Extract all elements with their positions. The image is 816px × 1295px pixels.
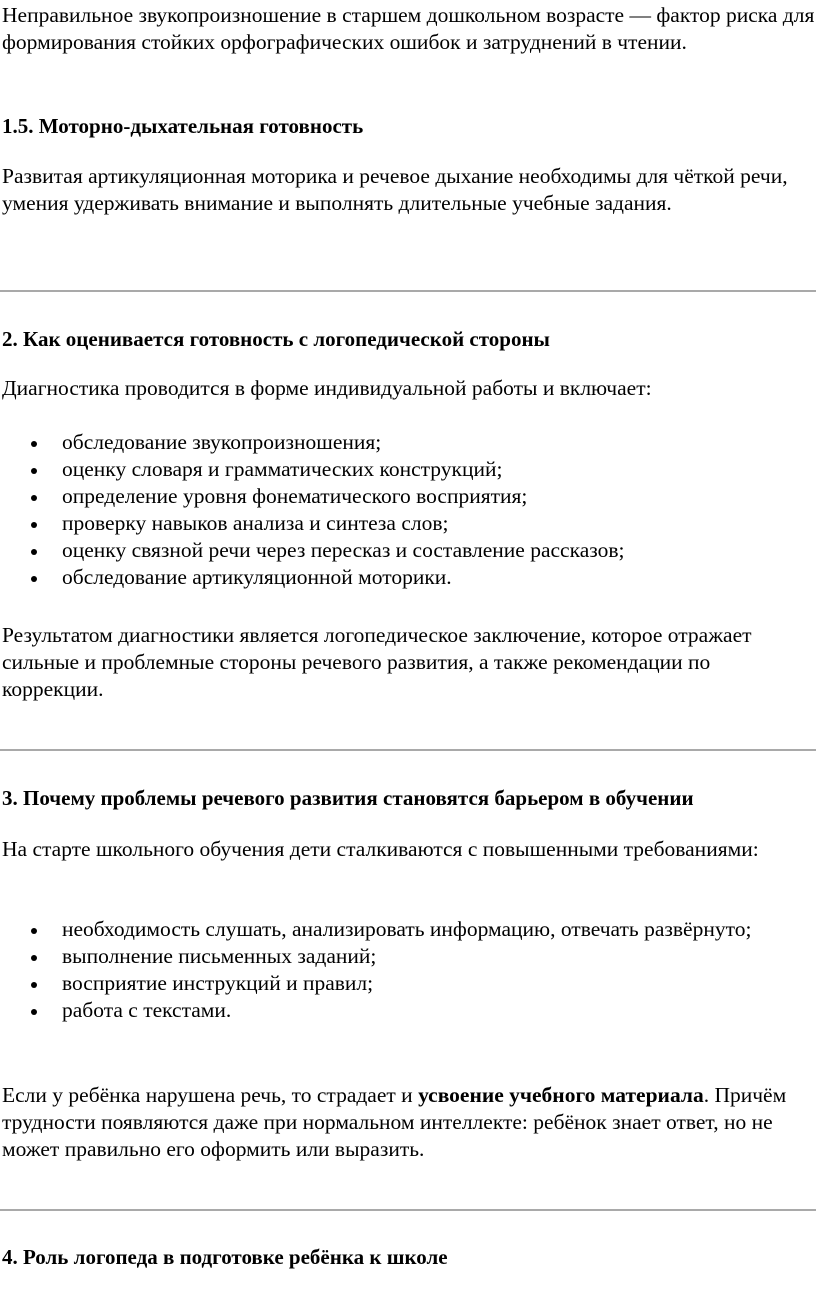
conclusion-emphasis: усвоение учебного материала: [418, 1083, 704, 1107]
section-1-5-heading-block: [0, 113, 816, 140]
section-2-intro-block: [0, 375, 816, 402]
section-2-intro: Диагностика проводится в форме индивидуальной работы и включает:: [2, 376, 652, 400]
list-item: [0, 916, 816, 943]
section-3-conclusion: [0, 1082, 816, 1163]
section-1-5-heading: 1.5. Моторно-дыхательная готовность: [2, 114, 364, 138]
list-item: [0, 483, 816, 510]
list-item: [0, 564, 816, 591]
bullet-icon: [31, 549, 37, 555]
section-divider: [0, 749, 816, 751]
section-3-list-block: [0, 916, 816, 1024]
list-item-text: восприятие инструкций и правил;: [62, 971, 374, 995]
section-divider: [0, 290, 816, 292]
section-3-intro-block: [0, 836, 816, 863]
list-item: [0, 510, 816, 537]
section-2-conclusion: Результатом диагностики является логопедическое заключение, которое отражает сильные и проблемные стороны речевого развития, а также рекомендации по коррекции.: [2, 623, 752, 701]
bullet-icon: [31, 468, 37, 474]
section-3-intro: На старте школьного обучения дети сталкиваются с повышенными требованиями:: [2, 837, 759, 861]
section-2-heading-block: [0, 326, 816, 353]
list-item-text: проверку навыков анализа и синтеза слов;: [62, 511, 449, 535]
section-4-heading: 4. Роль логопеда в подготовке ребёнка к школе: [2, 1245, 448, 1269]
intro-paragraph: Неправильное звукопроизношение в старшем дошкольном возрасте — фактор риска для формирования стойких орфографических ошибок и затруднений в чтении.: [2, 3, 815, 54]
list-item: [0, 456, 816, 483]
section-3-heading-block: [0, 785, 816, 812]
bullet-icon: [31, 576, 37, 582]
section-1-5-paragraph: Развитая артикуляционная моторика и речевое дыхание необходимы для чёткой речи, умения удерживать внимание и выполнять длительные учебные задания.: [2, 164, 788, 215]
list-item: [0, 997, 816, 1024]
section-2-heading: 2. Как оценивается готовность с логопедической стороны: [2, 327, 550, 351]
list-item-text: работа с текстами.: [62, 998, 232, 1022]
bullet-icon: [31, 522, 37, 528]
conclusion-text-after: . Причём трудности появляются даже при нормальном интеллекте: ребёнок знает ответ, но не может правильно его оформить или выразить.: [2, 1083, 787, 1161]
list-item: [0, 970, 816, 997]
conclusion-text-before: Если у ребёнка нарушена речь, то страдает и: [2, 1083, 419, 1107]
list-item: [0, 429, 816, 456]
intro-block: [0, 2, 816, 56]
section-2-list: [0, 429, 816, 591]
section-divider: [0, 1209, 816, 1211]
section-3-conclusion-block: [0, 1082, 816, 1163]
section-2-conclusion-block: [0, 622, 816, 703]
list-item-text: обследование артикуляционной моторики.: [62, 565, 452, 589]
bullet-icon: [31, 495, 37, 501]
section-3-heading: 3. Почему проблемы речевого развития становятся барьером в обучении: [2, 786, 694, 810]
list-item-text: оценку словаря и грамматических конструкций;: [62, 457, 503, 481]
bullet-icon: [31, 982, 37, 988]
list-item: [0, 537, 816, 564]
section-4-heading-block: [0, 1244, 816, 1271]
list-item-text: необходимость слушать, анализировать информацию, отвечать развёрнуто;: [62, 917, 752, 941]
section-3-list: [0, 916, 816, 1024]
list-item-text: обследование звукопроизношения;: [62, 430, 382, 454]
list-item-text: выполнение письменных заданий;: [62, 944, 377, 968]
list-item: [0, 943, 816, 970]
bullet-icon: [31, 441, 37, 447]
bullet-icon: [31, 1009, 37, 1015]
list-item-text: определение уровня фонематического восприятия;: [62, 484, 528, 508]
section-2-list-block: [0, 429, 816, 591]
bullet-icon: [31, 955, 37, 961]
list-item-text: оценку связной речи через пересказ и составление рассказов;: [62, 538, 625, 562]
section-1-5-body: [0, 163, 816, 217]
bullet-icon: [31, 928, 37, 934]
